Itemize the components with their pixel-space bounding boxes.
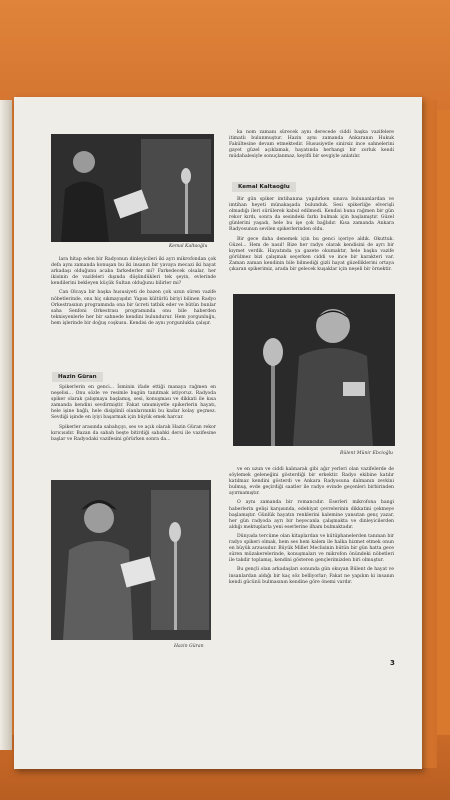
paragraph: Spikerler arasında sabahçıyı, ses ve açık olarak Hazin Güran rekor kırıcısıdır. Bazan da sabah beşte bitirdiği sabahki dersi ile vazifesine başlar ve Radyodaki vazifesini görürken sonra da... <box>51 424 216 442</box>
photo-ebcioglu-figure <box>233 294 395 446</box>
heading-hazin-giran: Hazin Güran <box>52 372 103 382</box>
photo-giran-figure <box>51 480 211 640</box>
paragraph: O aynı zamanda bir romancıdır. Eserleri mikrofona hangi haberlerin gelişi karşısında, edebiyat çevrelerinin dikkatini çekmeye başlamıştır. Günlük hayatın renklerini kalemine yansıtan genç yazar, her gün radyoda ayrı bir heyecanla çalışmakta ve dinleyicilerden aldığı mektuplarla yeni eserlerine ilham bulmaktadır. <box>229 500 394 530</box>
caption-giran: Hazin Güran <box>174 644 204 649</box>
photo-kemal-kaltaoglu <box>51 134 214 242</box>
paragraph: Bu gençli olan arkadaşları sonunda gün okuyan Bülent de hayat ve insanlardan aldığı bir kaç söz belliyorlar; Fakat ne yapılım ki insanın kendi gücünü bulmasının kendine göre önemi vardır. <box>229 567 394 585</box>
paragraph: ka nom zamanı sürecek aynı derecede ciddi başka vazifelere itimatlı bulunmuştur. Hazin aynı zamanda Ankaranın Hukuk Fakültesine devam etmektedir. Hususiyetle sinirsiz ince sahnelerini gayet güzel açıklamak, hayatında herhangi bir zorluk kendi müdahalesiyle sonuçlanmaz, keyifli bir sevgiyle anlatılır. <box>229 130 394 160</box>
background-top <box>0 0 450 110</box>
giran-column-text <box>51 385 216 446</box>
photo-hazin-giran <box>51 480 211 640</box>
page-number: 3 <box>390 659 395 667</box>
paragraph: Bir gece daha denemek için bu genci içeriye aldık. Okuttuk. Güzel... Hem de nasıl! Bize her radyo olarak kendisini de ayrı bir kıymet verdik. Hayatında ya gazete okumaktır, hele başka vazife görülmez bizi çalışmak seçerken ciddi ve ince bir karakteri var. Zaman zaman kendinin bile bilmediği gizli hayat güzelliklerini ortaya çıkaran spikerimiz, arada bir gelecek kuşaklar için neşeli bir örnektir. <box>229 236 394 273</box>
background-right <box>421 100 437 768</box>
right-intro-text <box>229 130 394 163</box>
adjacent-page-edge <box>0 100 12 750</box>
heading-kemal-kaltaoglu: Kemal Kaltaoğlu <box>232 182 296 192</box>
magazine-page <box>14 97 422 769</box>
kaltaoglu-column-text <box>229 197 394 276</box>
paragraph: ve en uzun ve ciddi kalınarak gibi ağır yerleri olan vazifelerde de söylemek geleneğini gösterdiği bir erkektir. Radyo ekibine katılır katılmaz kendini gösterdi ve Ankara Radyosuna dalmanın zevkini bulmuş, evde geçirdiği saatler ile radyo evinde geçenleri birbirinden ayırmamıştır. <box>229 467 394 497</box>
paragraph: Can Olcaya bir başka hususiyeti de bazen çok uzun süren vazife nöbetlerinde, onu hiç sıkmayışıdır. Yapısı kültürlü biriyi bilinen Radyo Orkestrasının programında ona bir ücreti tatbik eder ve bütün bunlar saha Senfoni Orkestrası programında onu bile haberden teknisyenlerle her bir sahnede kendini bulundurur. Hem yorgunluğu, hem işlerinde bir doğuş coşkusu. Kendisi de aynı yorgunlukla çalışır. <box>51 290 216 326</box>
paragraph: Bir gün spiker imtihanına yapılırken sınava bulunanlardan ve imtihan heyeti münakaşada bulunduk. Sesi spikerliğe elverişli olmadığı ileri sürülerek kabul edilmedi. Kendisi buna rağmen bir gün rekor kırdı, sonra da sesindeki farkı bulmak için başlamıştır. Güzel günlerini yaşadı, hele bu işe çok bağlıdır. Kısa zamanda Ankara Radyosunun sevilen spikerlerinden oldu. <box>229 197 394 233</box>
caption-bulent: Bülent Münir Ebcioğlu <box>340 451 394 456</box>
left-column-text <box>51 257 216 330</box>
bulent-column-text <box>229 467 394 589</box>
caption-kaltaoglu: Kemal Kaltaoğlu <box>169 244 208 249</box>
photo-bulent-ebcioglu <box>233 294 395 446</box>
paragraph: lara hitap eden bir Radyonun dinleyicileri iki ayrı mikrofondan çok defa aynı zamanda konuşan bu iki insanın bir yavaya mecazi iki hayat arkadaşı olduğunu acaba farkederler mi? Farkedecek olsalar, her ikisinin de vazifeleri dışında düşündükleri tek şeyin, evlerinde kendilerini bekleyen küçük Sultan olduğunu bilirler mi? <box>51 257 216 287</box>
photo-kaltaoglu-figure <box>51 134 214 242</box>
paragraph: Spikerlerin en genci... İsminin ifade ettiği manaya rağmen en neşelisi... Onu sözle ve resimle bugün tanıtmak istiyoruz. Radyoda spiker olarak çalışmaya başlamış, sesi, konuşması ve dikkati ile kısa zamanda kendini sevdirmiştir. Fakat umumiyetle spikerlerin hayatı, hele işine bağlı, hele disiplinli olanlarınınki bu kadar kolay geçmez. Sevdiği işinde en iyiyi başarmak için büyük emek harcar. <box>51 385 216 421</box>
paragraph: Dünyada tercüme olan kitaplardan ve kütüphanelerden tanınan bir radyo spikeri olmak, hem ses hem kalem ile halka hizmet etmek onun en büyük arzusudur. Büyük Millet Meclisinin bütün bir gün hatta gece süren müzakerelerinde, konuşmaları ve mikrofon önündeki nöbetleri ile takdir toplamış, kendini gösteren gençlerimizden biri olmuştur. <box>229 533 394 564</box>
